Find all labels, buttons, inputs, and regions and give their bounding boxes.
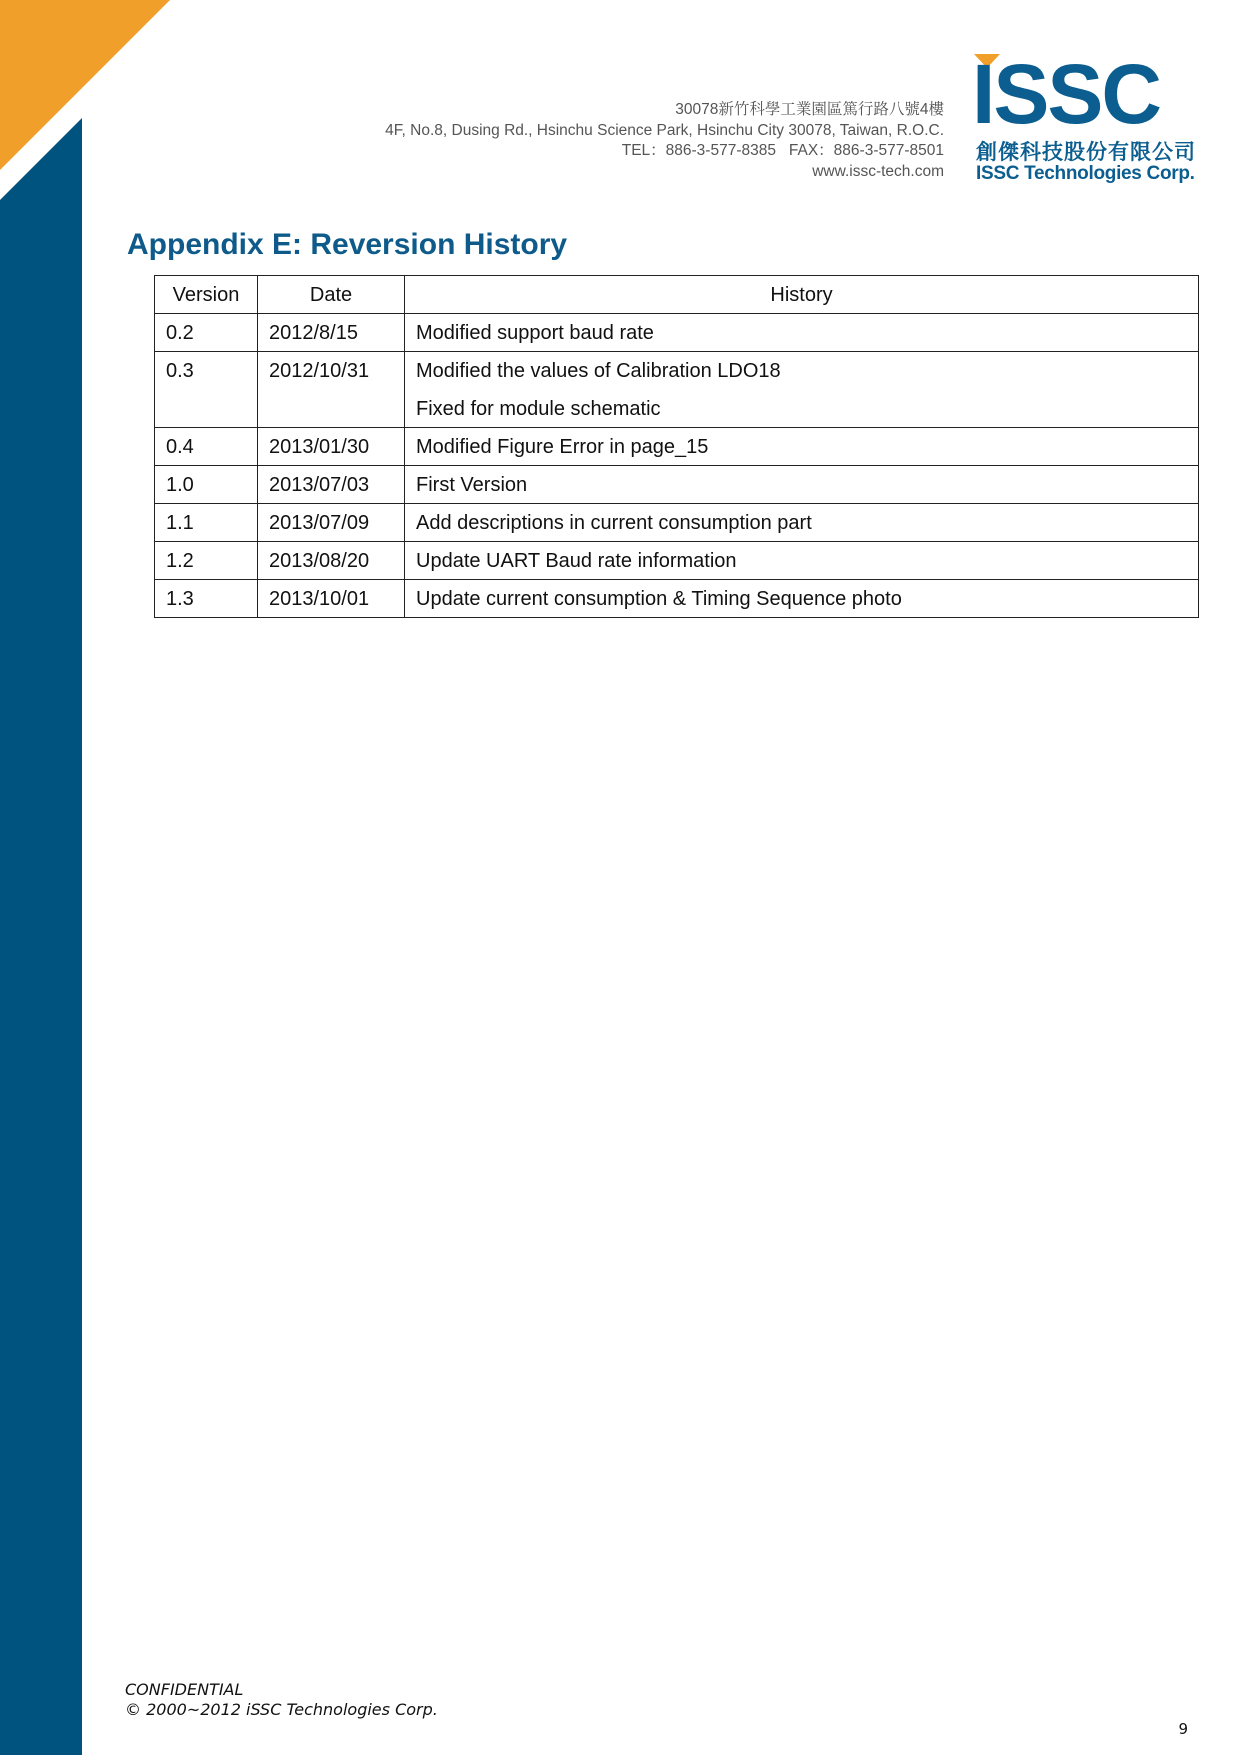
cell-version: 0.3: [155, 352, 258, 428]
copyright-text: © 2000~2012 iSSC Technologies Corp.: [125, 1700, 438, 1719]
history-line: Modified Figure Error in page_15: [416, 436, 709, 458]
cell-history: [405, 466, 1199, 504]
cell-history: [405, 504, 1199, 542]
website-link[interactable]: www.issc-tech.com: [812, 162, 944, 180]
history-line: First Version: [416, 474, 528, 496]
history-line: Add descriptions in current consumption part: [416, 512, 812, 534]
logo-chinese-name: 創傑科技股份有限公司: [976, 141, 1196, 164]
address-chinese: 30078新竹科學工業園區篤行路八號4樓: [675, 101, 944, 118]
cell-history: [405, 314, 1199, 352]
revision-history-table: [154, 275, 1199, 618]
logo-english-name: ISSC Technologies Corp.: [976, 163, 1195, 184]
confidential-label: CONFIDENTIAL: [125, 1680, 244, 1699]
table-row: [155, 428, 1199, 466]
cell-version: 1.2: [155, 542, 258, 580]
table-row: [155, 542, 1199, 580]
table-row: [155, 580, 1199, 618]
cell-date: 2013/01/30: [258, 428, 405, 466]
cell-date: 2013/07/09: [258, 504, 405, 542]
issc-logo: [972, 47, 1196, 192]
cell-history: [405, 580, 1199, 618]
cell-date: 2012/10/31: [258, 352, 405, 428]
logo-wordmark: ISSC: [972, 47, 1161, 141]
cell-date: 2012/8/15: [258, 314, 405, 352]
table-row: [155, 504, 1199, 542]
header-version: Version: [155, 276, 258, 314]
table-row: [155, 466, 1199, 504]
page-footer: [125, 1680, 438, 1720]
history-line: Update UART Baud rate information: [416, 550, 737, 572]
address-english: 4F, No.8, Dusing Rd., Hsinchu Science Park, Hsinchu City 30078, Taiwan, R.O.C.: [385, 121, 944, 139]
cell-date: 2013/10/01: [258, 580, 405, 618]
cell-date: 2013/08/20: [258, 542, 405, 580]
cell-history: [405, 352, 1199, 428]
company-address-block: [244, 100, 944, 182]
cell-version: 1.3: [155, 580, 258, 618]
cell-version: 1.0: [155, 466, 258, 504]
table-row: [155, 352, 1199, 428]
history-line: Modified the values of Calibration LDO18: [416, 360, 781, 382]
history-line: Fixed for module schematic: [416, 398, 661, 420]
table-row: [155, 314, 1199, 352]
header-history: History: [405, 276, 1199, 314]
header-date: Date: [258, 276, 405, 314]
cell-version: 0.4: [155, 428, 258, 466]
cell-history: [405, 542, 1199, 580]
cell-date: 2013/07/03: [258, 466, 405, 504]
page-number: 9: [1178, 1720, 1188, 1738]
history-line: Update current consumption & Timing Sequence photo: [416, 588, 902, 610]
table-header-row: [155, 276, 1199, 314]
phone-fax: TEL：886-3-577-8385 FAX：886-3-577-8501: [621, 142, 944, 159]
cell-history: [405, 428, 1199, 466]
history-line: Modified support baud rate: [416, 322, 654, 344]
blue-sidebar: [0, 118, 82, 1755]
cell-version: 0.2: [155, 314, 258, 352]
section-title: Appendix E: Reversion History: [127, 228, 568, 261]
cell-version: 1.1: [155, 504, 258, 542]
orange-corner-triangle: [0, 0, 170, 170]
